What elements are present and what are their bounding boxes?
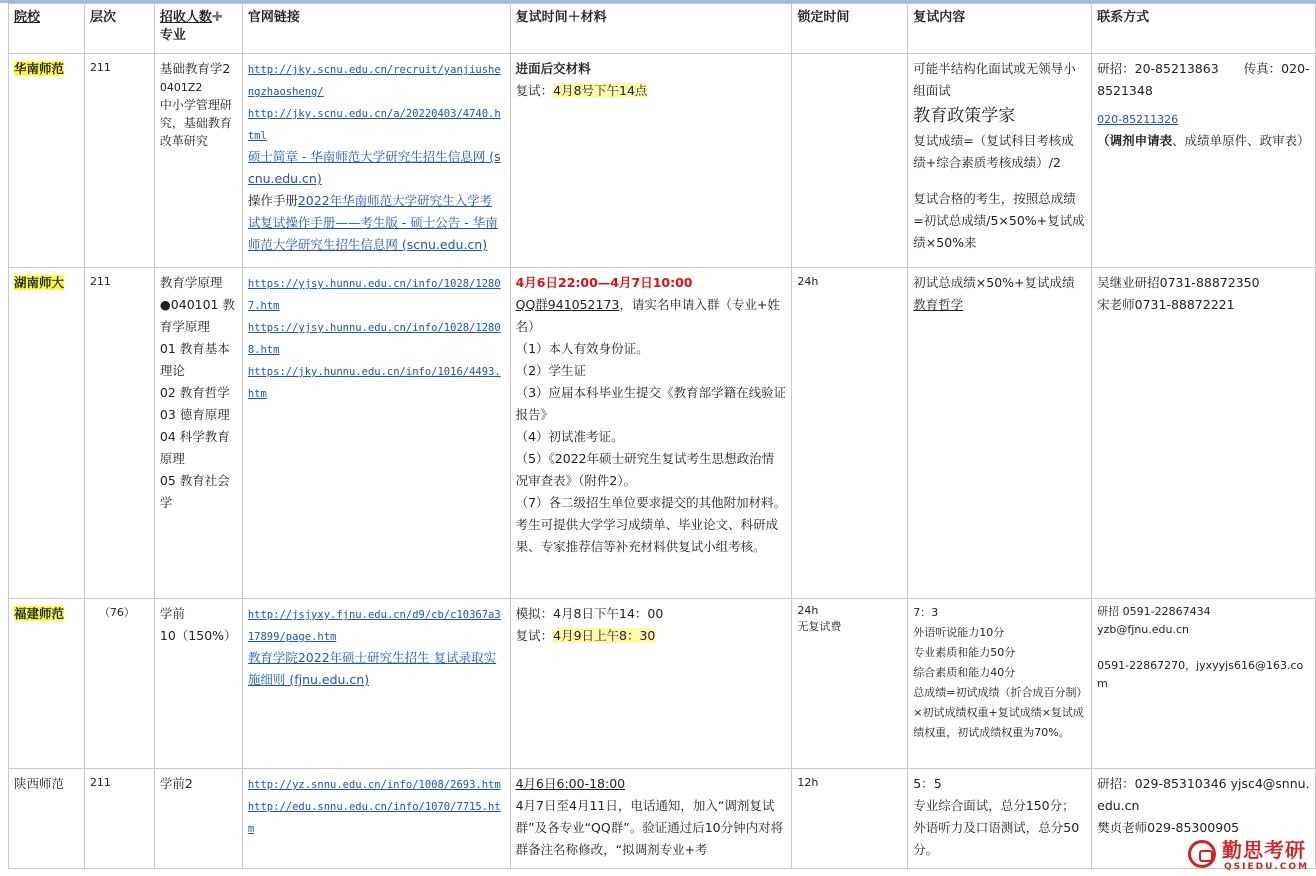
retest-cell: 4月6日6:00-18:00 4月7日至4月11日，电话通知，加入“调剂复试群”及各专业“QQ群”。验证通过后10分钟内对将群备注名称修改，“拟调剂专业+考 (510, 769, 792, 869)
add-icon[interactable]: ✚ (211, 10, 223, 25)
level-cell: 211 (84, 268, 154, 599)
link[interactable]: 2022年华南师范大学研究生入学考试复试操作手册——考生版 - 硕士公告 - 华南师范大学研究生招生信息网 (scnu.edu.cn) (247, 193, 498, 252)
link[interactable]: http://edu.snnu.edu.cn/info/1070/7715.htm (247, 801, 501, 835)
table-row (9, 599, 1316, 769)
header-school: 院校 (9, 4, 85, 54)
link[interactable]: https://yjsy.hunnu.edu.cn/info/1028/12808.htm (247, 322, 501, 356)
content-cell: 7：3 外语听说能力10分 专业素质和能力50分 综合素质和能力40分 总成绩=初试成绩（折合成百分制）×初试成绩权重+复试成绩×复试成绩权重，初试成绩权重为70%。 (908, 599, 1092, 769)
header-content: 复试内容 (908, 4, 1092, 54)
link[interactable]: 教育学院2022年硕士研究生招生 复试录取实施细则 (fjnu.edu.cn) (247, 650, 497, 687)
watermark-cn: 勤思考研 (1222, 838, 1306, 862)
level-cell: （76） (84, 599, 154, 769)
major-cell: 基础教育学2 0401Z2 中小学管理研究，基础教育改革研究 (154, 54, 242, 268)
header-enroll-major: 招收人数✚ 专业 (154, 4, 242, 54)
school-cell: 华南师范 (9, 54, 85, 268)
link[interactable]: http://jky.scnu.edu.cn/a/20220403/4740.html (247, 108, 501, 142)
watermark-logo (1186, 838, 1314, 874)
school-cell: 湖南师大 (9, 268, 85, 599)
link[interactable]: 硕士简章 - 华南师范大学研究生招生信息网 (scnu.edu.cn) (247, 149, 501, 186)
major-cell: 教育学原理 ●040101 教育学原理 01 教育基本理论 02 教育哲学 03 德育原理 04 科学教育原理 05 教育社会学 (154, 268, 242, 599)
contact-cell: 吴继业研招0731-88872350 宋老师0731-88872221 (1092, 268, 1316, 599)
lock-cell: 12h (792, 769, 908, 869)
link[interactable]: https://jky.hunnu.edu.cn/info/1016/4493.htm (247, 366, 501, 400)
qsi-logo-icon (1188, 840, 1216, 868)
content-cell: 可能半结构化面试或无领导小组面试 教育政策学家 复试成绩=（复试科目考核成绩+综合素质考核成绩）/2 复试合格的考生，按照总成绩=初试总成绩/5×50%+复试成绩×50%来 (908, 54, 1092, 268)
link[interactable]: https://yjsy.hunnu.edu.cn/info/1028/12807.htm (247, 278, 501, 312)
school-cell: 陕西师范 (9, 769, 85, 869)
content-cell: 初试总成绩×50%+复试成绩 教育哲学 (908, 268, 1092, 599)
links-cell (242, 599, 510, 769)
level-cell: 211 (84, 54, 154, 268)
retest-cell: 4月6日22:00—4月7日10:00 QQ群941052173，请实名申请入群（专业+姓名） （1）本人有效身份证。 （2）学生证 （3）应届本科毕业生提交《教育部学籍在线验证报告》 （4）初试准考证。 （5）《2022年硕士研究生复试考生思想政治情况审查表》（附件2）。 （7）各二级招生单位要求提交的其他附加材料。考生可提供大学学习成绩单、毕业论文、科研成果、专家推荐信等补充材料供复试小组考核。 (510, 268, 792, 599)
retest-cell: 进面后交材料 复试：4月8号下午14点 (510, 54, 792, 268)
contact-cell: 研招 0591-22867434 yzb@fjnu.edu.cn 0591-22867270，jyxyyjs616@163.com (1092, 599, 1316, 769)
header-retest: 复试时间＋材料 (510, 4, 792, 54)
content-cell: 5：5 专业综合面试，总分150分；外语听力及口语测试，总分50分。 (908, 769, 1092, 869)
contact-cell: 研招：20-85213863 传真：020-8521348 020-85211326 （调剂申请表、成绩单原件、政审表） (1092, 54, 1316, 268)
major-cell: 学前 10（150%） (154, 599, 242, 769)
header-row (9, 4, 1316, 54)
link[interactable]: http://yz.snnu.edu.cn/info/1008/2693.htm (247, 779, 501, 791)
adjustment-table (8, 3, 1316, 869)
phone-link[interactable]: 020-85211326 (1097, 113, 1179, 126)
links-cell: http://jky.scnu.edu.cn/recruit/yanjiushengzhaosheng/ http://jky.scnu.edu.cn/a/20220403/4740.html 硕士简章 - 华南师范大学研究生招生信息网 (scnu.edu.cn) 操作手册2022年华南师范大学研究生入学考试复试操作手册——考生版 - 硕士公告 - 华南师范大学研究生招生信息网 (scnu.edu.cn) (242, 54, 510, 268)
links-cell (242, 769, 510, 869)
lock-cell (792, 54, 908, 268)
level-cell: 211 (84, 769, 154, 869)
table-row (9, 268, 1316, 599)
watermark-en: QSIEDU.COM (1224, 862, 1310, 872)
retest-cell: 模拟：4月8日下午14：00 复试：4月9日上午8：30 (510, 599, 792, 769)
link[interactable]: http://jky.scnu.edu.cn/recruit/yanjiushengzhaosheng/ (247, 64, 501, 98)
contact-cell: 研招：029-85310346 yjsc4@snnu.edu.cn 樊贞老师029-85300905 (1092, 769, 1316, 869)
header-contact: 联系方式 (1092, 4, 1316, 54)
table-row (9, 54, 1316, 268)
lock-cell: 24h (792, 268, 908, 599)
major-cell: 学前2 (154, 769, 242, 869)
links-cell (242, 268, 510, 599)
header-level: 层次 (84, 4, 154, 54)
header-site: 官网链接 (242, 4, 510, 54)
link[interactable]: http://jsjyxy.fjnu.edu.cn/d9/cb/c10367a317899/page.htm (247, 609, 501, 643)
lock-cell: 24h 无复试费 (792, 599, 908, 769)
school-cell: 福建师范 (9, 599, 85, 769)
header-lock: 锁定时间 (792, 4, 908, 54)
table-row (9, 769, 1316, 869)
